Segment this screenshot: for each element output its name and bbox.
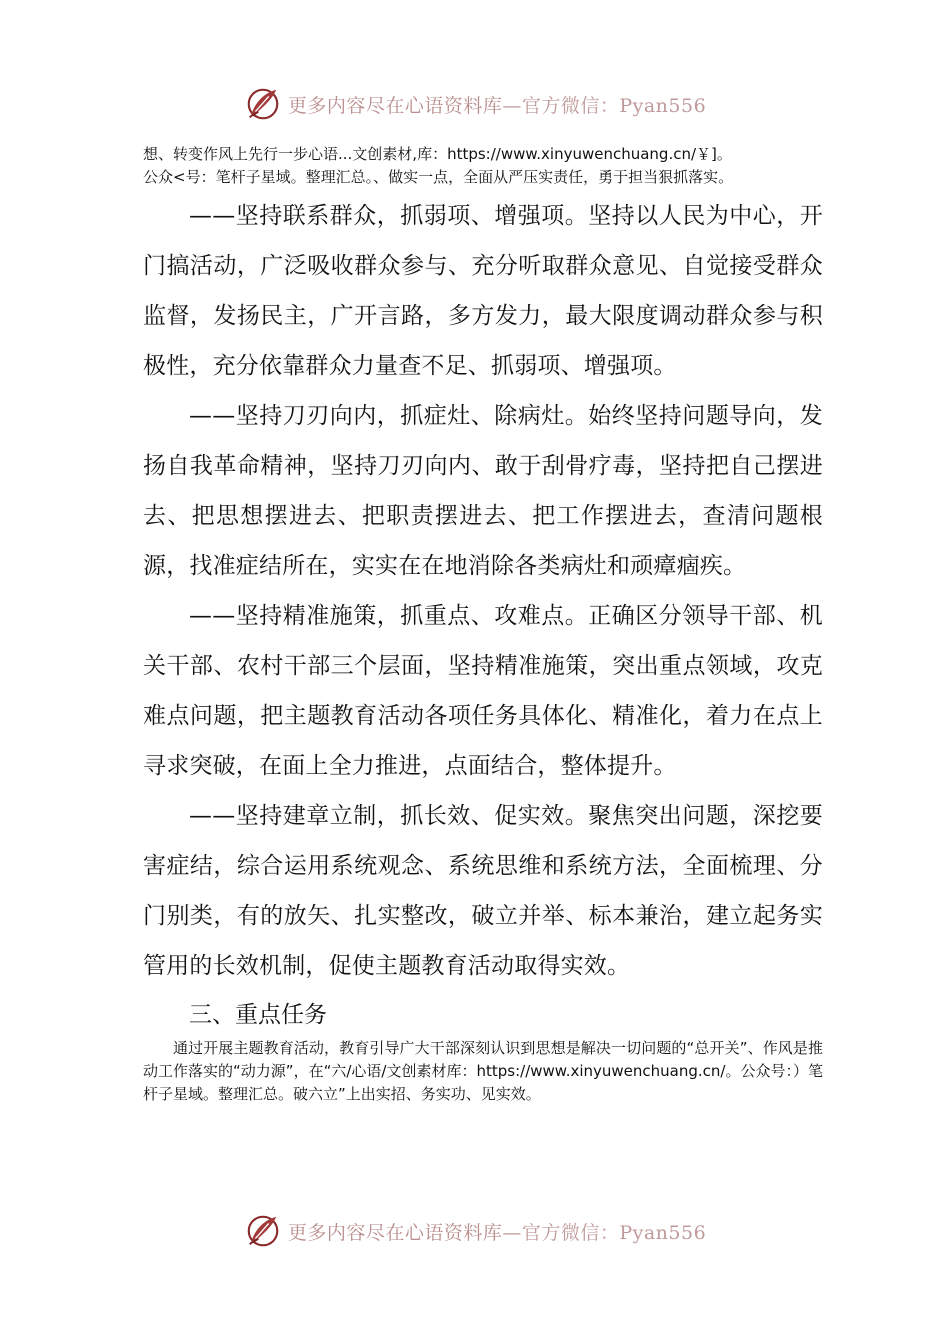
banner-brand: 更多内容尽在心语资料库 (287, 1221, 503, 1244)
top-note-line-2: 公众<号：笔杆子星域。整理汇总。、做实一点，全面从严压实责任，勇于担当狠抓落实。 (143, 168, 734, 186)
pen-nib-logo-icon (244, 1212, 282, 1250)
banner-brand: 更多内容尽在心语资料库 (287, 94, 503, 117)
top-note-line-1: 想、转变作风上先行一步心语...文创素材,库：https://www.xinyuwenchuang.cn/￥]。 (143, 145, 732, 163)
bottom-note: 通过开展主题教育活动，教育引导广大干部深刻认识到思想是解决一切问题的“总开关”、作风是推动工作落实的“动力源”，在“六/心语/文创素材库：https://www.xinyuwenchuang.cn/。公众号：）笔杆子星域。整理汇总。破六立”上出实招、务实功、见实效。 (143, 1039, 823, 1103)
pen-nib-logo-icon (244, 85, 282, 123)
paragraph-4: ——坚持建章立制，抓长效、促实效。聚焦突出问题，深挖要害症结，综合运用系统观念、系统思维和系统方法，全面梳理、分门别类，有的放矢、扎实整改，破立并举、标本兼治，建立起务实管用的长效机制，促使主题教育活动取得实效。 (143, 803, 823, 979)
document-body (143, 143, 823, 1106)
section-heading: 三、重点任务 (189, 1002, 327, 1028)
banner-text (288, 91, 706, 118)
banner-wechat: —官方微信：Pyan556 (502, 1221, 707, 1244)
paragraph-2: ——坚持刀刃向内，抓症灶、除病灶。始终坚持问题导向，发扬自我革命精神，坚持刀刃向内、敢于刮骨疗毒，坚持把自己摆进去、把思想摆进去、把职责摆进去、把工作摆进去，查清问题根源，找准症结所在，实实在在地消除各类病灶和顽瘴痼疾。 (143, 403, 823, 579)
banner-text (288, 1218, 706, 1245)
header-banner (0, 84, 950, 124)
footer-banner (0, 1211, 950, 1251)
banner-wechat: —官方微信：Pyan556 (502, 94, 707, 117)
paragraph-3: ——坚持精准施策，抓重点、攻难点。正确区分领导干部、机关干部、农村干部三个层面，坚持精准施策，突出重点领域，攻克难点问题，把主题教育活动各项任务具体化、精准化，着力在点上寻求突破，在面上全力推进，点面结合，整体提升。 (143, 603, 823, 779)
paragraph-1: ——坚持联系群众，抓弱项、增强项。坚持以人民为中心，开门搞活动，广泛吸收群众参与、充分听取群众意见、自觉接受群众监督，发扬民主，广开言路，多方发力，最大限度调动群众参与积极性，充分依靠群众力量查不足、抓弱项、增强项。 (143, 203, 823, 379)
